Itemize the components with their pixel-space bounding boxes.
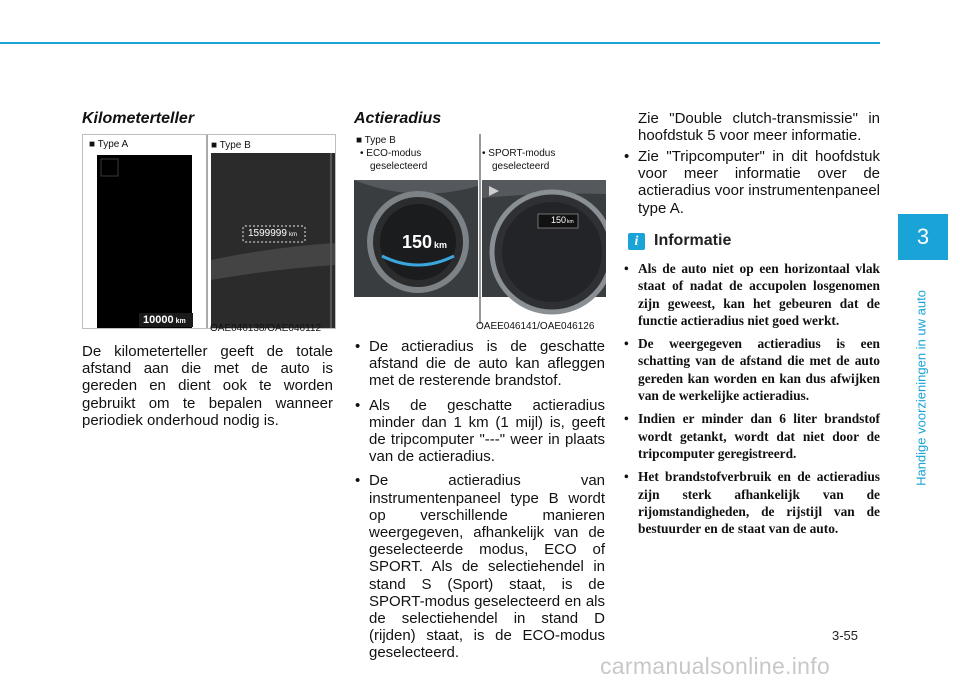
range-type-b-label: ■ Type B xyxy=(356,135,396,146)
watermark: carmanualsonline.info xyxy=(600,653,831,679)
eco-mode-label: • ECO-modus xyxy=(360,148,422,159)
list-item: • Het brandstofverbruik en de actieradius zijn sterk afhankelijk van de rijomstandigheden, de rijstijl van de bestuurder en de staat van de auto. xyxy=(622,468,880,537)
informatie-title: Informatie xyxy=(654,232,732,249)
odometer-figure-caption: OAE046138/OAE046112 xyxy=(210,323,322,334)
continued-text: Zie "Double clutch-transmissie" in hoofdstuk 5 voor meer informatie. xyxy=(638,110,880,145)
odometer-illustration xyxy=(83,135,335,328)
info-icon: i xyxy=(628,233,645,250)
odometer-a-value: 10000 km xyxy=(143,314,186,326)
sport-mode-label: • SPORT-modus xyxy=(482,148,556,159)
eco-mode-label-2: geselecteerd xyxy=(370,161,428,172)
kilometerteller-text: De kilometerteller geeft de totale afstand aan die met de auto is gereden en dient ook te worden gebruikt om te bepalen wanneer periodiek onderhoud nodig is. xyxy=(82,343,333,429)
eco-range-value: 150 km xyxy=(402,232,448,252)
list-item: • De actieradius is de geschatte afstand die de auto kan afleggen met de resterende brandstof. xyxy=(354,338,605,390)
header-rule xyxy=(0,42,880,44)
type-b-label: ■ Type B xyxy=(211,140,251,151)
list-item: • De weergegeven actieradius is een schatting van de afstand die met de auto gereden kan worden en kan dus afwijken van de werkelijke actieradius. xyxy=(622,335,880,404)
odometer-b-value: 1599999 km xyxy=(248,228,297,239)
sport-range-value: 150km xyxy=(551,215,574,225)
kilometerteller-heading: Kilometerteller xyxy=(82,110,195,127)
list-item: • Als de auto niet op een horizontaal vlak staat of nadat de accupolen losgenomen zijn geweest, kan het gebeuren dat de functie actieradius niet goed werkt. xyxy=(622,260,880,329)
actieradius-bullets xyxy=(354,338,605,669)
list-item: • Indien er minder dan 6 liter brandstof wordt getankt, wordt dat niet door de tripcomputer geregistreerd. xyxy=(622,410,880,462)
type-a-label: ■ Type A xyxy=(89,139,129,150)
range-figure xyxy=(354,134,606,324)
chapter-side-title: Handige voorzieningen in uw auto xyxy=(913,290,929,486)
informatie-list xyxy=(622,260,880,543)
odometer-figure xyxy=(82,134,336,329)
list-item: • Zie "Tripcomputer" in dit hoofdstuk voor meer informatie over de actieradius voor instrumentenpaneel type A. xyxy=(623,148,880,217)
informatie-header xyxy=(628,232,731,250)
page-number: 3-55 xyxy=(832,628,859,643)
list-item: • De actieradius van instrumentenpaneel type B wordt op verschillende manieren weergegeven, afhankelijk van de geselecteerde modus, ECO of SPORT. Als de selectiehendel in stand S (Sport) staat, is de SPORT-modus geselecteerd en als de selectiehendel in stand D (rijden) staat, is de ECO-modus geselecteerd. xyxy=(354,472,605,661)
actieradius-heading: Actieradius xyxy=(354,110,442,127)
tripcomputer-bullet xyxy=(623,148,880,224)
sport-mode-label-2: geselecteerd xyxy=(492,161,550,172)
section-tab: 3 xyxy=(898,214,948,260)
list-item: • Als de geschatte actieradius minder dan 1 km (1 mijl) is, geeft de tripcomputer "---" weer in plaats van de actieradius. xyxy=(354,397,605,466)
range-figure-caption: OAEE046141/OAE046126 xyxy=(476,321,595,332)
